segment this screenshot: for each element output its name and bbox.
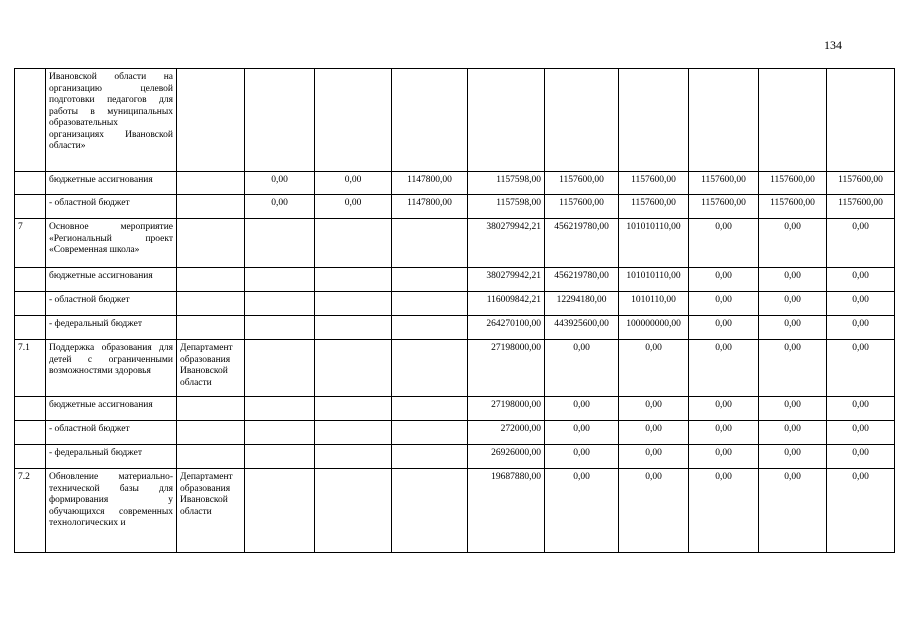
amount-cell: 0,00	[759, 469, 827, 553]
amount-cell: 101010110,00	[619, 268, 689, 292]
amount-cell: 1157600,00	[545, 195, 619, 219]
executor-cell	[177, 292, 245, 316]
executor-cell	[177, 219, 245, 268]
budget-table	[14, 68, 895, 553]
amount-cell	[827, 69, 895, 172]
amount-cell	[315, 469, 392, 553]
row-number-cell	[15, 397, 46, 421]
executor-cell	[177, 69, 245, 172]
amount-cell	[545, 69, 619, 172]
row-number-cell: 7	[15, 219, 46, 268]
amount-cell	[468, 69, 545, 172]
amount-cell: 0,00	[689, 292, 759, 316]
page-number: 134	[824, 38, 842, 52]
amount-cell: 116009842,21	[468, 292, 545, 316]
amount-cell: 19687880,00	[468, 469, 545, 553]
amount-cell: 27198000,00	[468, 397, 545, 421]
amount-cell	[245, 268, 315, 292]
item-name-cell: Основное мероприятие «Региональный проект «Современная школа»	[46, 219, 177, 268]
amount-cell: 0,00	[619, 421, 689, 445]
row-number-cell: 7.2	[15, 469, 46, 553]
amount-cell: 0,00	[689, 445, 759, 469]
row-number-cell	[15, 316, 46, 340]
amount-cell: 1157600,00	[759, 172, 827, 195]
amount-cell: 0,00	[759, 421, 827, 445]
item-name-cell: бюджетные ассигнования	[46, 397, 177, 421]
amount-cell: 0,00	[545, 445, 619, 469]
amount-cell: 1157598,00	[468, 172, 545, 195]
executor-cell	[177, 445, 245, 469]
amount-cell	[245, 219, 315, 268]
amount-cell	[245, 69, 315, 172]
table-row	[15, 445, 895, 469]
amount-cell	[245, 445, 315, 469]
amount-cell: 1157600,00	[619, 195, 689, 219]
row-number-cell	[15, 445, 46, 469]
amount-cell: 0,00	[689, 219, 759, 268]
amount-cell	[392, 292, 468, 316]
amount-cell: 0,00	[545, 397, 619, 421]
executor-cell	[177, 316, 245, 340]
amount-cell: 27198000,00	[468, 340, 545, 397]
amount-cell	[315, 316, 392, 340]
item-name-cell: - областной бюджет	[46, 421, 177, 445]
amount-cell	[315, 445, 392, 469]
amount-cell: 0,00	[827, 316, 895, 340]
amount-cell	[245, 397, 315, 421]
row-number-cell: 7.1	[15, 340, 46, 397]
amount-cell	[392, 445, 468, 469]
executor-cell	[177, 268, 245, 292]
amount-cell: 26926000,00	[468, 445, 545, 469]
amount-cell: 1010110,00	[619, 292, 689, 316]
executor-cell	[177, 172, 245, 195]
amount-cell: 1157600,00	[827, 195, 895, 219]
amount-cell: 0,00	[315, 195, 392, 219]
amount-cell: 0,00	[827, 445, 895, 469]
amount-cell	[245, 421, 315, 445]
amount-cell: 0,00	[827, 397, 895, 421]
executor-cell	[177, 397, 245, 421]
amount-cell: 0,00	[759, 219, 827, 268]
amount-cell: 0,00	[619, 340, 689, 397]
amount-cell	[392, 421, 468, 445]
table-row	[15, 69, 895, 172]
table-row	[15, 292, 895, 316]
amount-cell: 1147800,00	[392, 172, 468, 195]
table-row	[15, 268, 895, 292]
table-row	[15, 195, 895, 219]
table-row	[15, 316, 895, 340]
table-row	[15, 219, 895, 268]
amount-cell: 0,00	[245, 195, 315, 219]
amount-cell: 0,00	[689, 469, 759, 553]
item-name-cell: бюджетные ассигнования	[46, 172, 177, 195]
amount-cell: 0,00	[827, 469, 895, 553]
amount-cell: 12294180,00	[545, 292, 619, 316]
amount-cell: 1157600,00	[619, 172, 689, 195]
amount-cell: 0,00	[759, 397, 827, 421]
amount-cell: 0,00	[689, 268, 759, 292]
amount-cell: 264270100,00	[468, 316, 545, 340]
executor-cell	[177, 195, 245, 219]
amount-cell: 272000,00	[468, 421, 545, 445]
amount-cell: 0,00	[545, 469, 619, 553]
amount-cell	[392, 268, 468, 292]
amount-cell: 0,00	[827, 219, 895, 268]
table-row	[15, 469, 895, 553]
amount-cell	[315, 268, 392, 292]
item-name-cell: Ивановской области на организацию целевой подготовки педагогов для работы в муниципальных образовательных организациях Ивановской области»	[46, 69, 177, 172]
row-number-cell	[15, 172, 46, 195]
amount-cell: 0,00	[827, 421, 895, 445]
amount-cell	[245, 340, 315, 397]
amount-cell: 0,00	[315, 172, 392, 195]
amount-cell: 0,00	[619, 397, 689, 421]
table-row	[15, 421, 895, 445]
amount-cell	[689, 69, 759, 172]
row-number-cell	[15, 268, 46, 292]
amount-cell	[759, 69, 827, 172]
item-name-cell: - областной бюджет	[46, 292, 177, 316]
amount-cell: 100000000,00	[619, 316, 689, 340]
amount-cell: 0,00	[545, 421, 619, 445]
amount-cell	[392, 469, 468, 553]
amount-cell: 0,00	[689, 316, 759, 340]
row-number-cell	[15, 69, 46, 172]
amount-cell: 0,00	[619, 445, 689, 469]
table-row	[15, 172, 895, 195]
amount-cell	[315, 219, 392, 268]
amount-cell: 0,00	[759, 445, 827, 469]
amount-cell: 1157600,00	[827, 172, 895, 195]
amount-cell	[315, 397, 392, 421]
executor-cell: Департамент образования Ивановской области	[177, 469, 245, 553]
table-row	[15, 397, 895, 421]
amount-cell: 0,00	[545, 340, 619, 397]
amount-cell	[619, 69, 689, 172]
amount-cell: 1157600,00	[689, 172, 759, 195]
amount-cell: 1147800,00	[392, 195, 468, 219]
amount-cell: 1157600,00	[545, 172, 619, 195]
row-number-cell	[15, 292, 46, 316]
amount-cell: 0,00	[827, 268, 895, 292]
item-name-cell: - федеральный бюджет	[46, 316, 177, 340]
amount-cell	[245, 469, 315, 553]
amount-cell	[392, 219, 468, 268]
item-name-cell: - областной бюджет	[46, 195, 177, 219]
item-name-cell: - федеральный бюджет	[46, 445, 177, 469]
amount-cell: 0,00	[245, 172, 315, 195]
amount-cell: 0,00	[759, 268, 827, 292]
amount-cell	[392, 397, 468, 421]
amount-cell	[392, 340, 468, 397]
amount-cell: 456219780,00	[545, 219, 619, 268]
amount-cell: 0,00	[827, 340, 895, 397]
amount-cell: 380279942,21	[468, 268, 545, 292]
amount-cell	[392, 69, 468, 172]
amount-cell	[245, 292, 315, 316]
amount-cell	[392, 316, 468, 340]
amount-cell: 456219780,00	[545, 268, 619, 292]
amount-cell	[315, 69, 392, 172]
amount-cell: 1157598,00	[468, 195, 545, 219]
amount-cell: 0,00	[689, 421, 759, 445]
row-number-cell	[15, 421, 46, 445]
amount-cell: 1157600,00	[759, 195, 827, 219]
amount-cell	[245, 316, 315, 340]
item-name-cell: Поддержка образования для детей с ограниченными возможностями здоровья	[46, 340, 177, 397]
row-number-cell	[15, 195, 46, 219]
amount-cell: 0,00	[689, 340, 759, 397]
amount-cell: 101010110,00	[619, 219, 689, 268]
item-name-cell: бюджетные ассигнования	[46, 268, 177, 292]
amount-cell: 0,00	[759, 316, 827, 340]
amount-cell: 0,00	[619, 469, 689, 553]
amount-cell: 0,00	[759, 340, 827, 397]
amount-cell: 380279942,21	[468, 219, 545, 268]
item-name-cell: Обновление материально-технической базы для формирования у обучающихся современных технологических и	[46, 469, 177, 553]
amount-cell: 0,00	[827, 292, 895, 316]
amount-cell	[315, 340, 392, 397]
executor-cell: Департамент образования Ивановской области	[177, 340, 245, 397]
amount-cell: 1157600,00	[689, 195, 759, 219]
table-row	[15, 340, 895, 397]
amount-cell	[315, 421, 392, 445]
amount-cell: 0,00	[689, 397, 759, 421]
amount-cell: 443925600,00	[545, 316, 619, 340]
amount-cell	[315, 292, 392, 316]
executor-cell	[177, 421, 245, 445]
amount-cell: 0,00	[759, 292, 827, 316]
